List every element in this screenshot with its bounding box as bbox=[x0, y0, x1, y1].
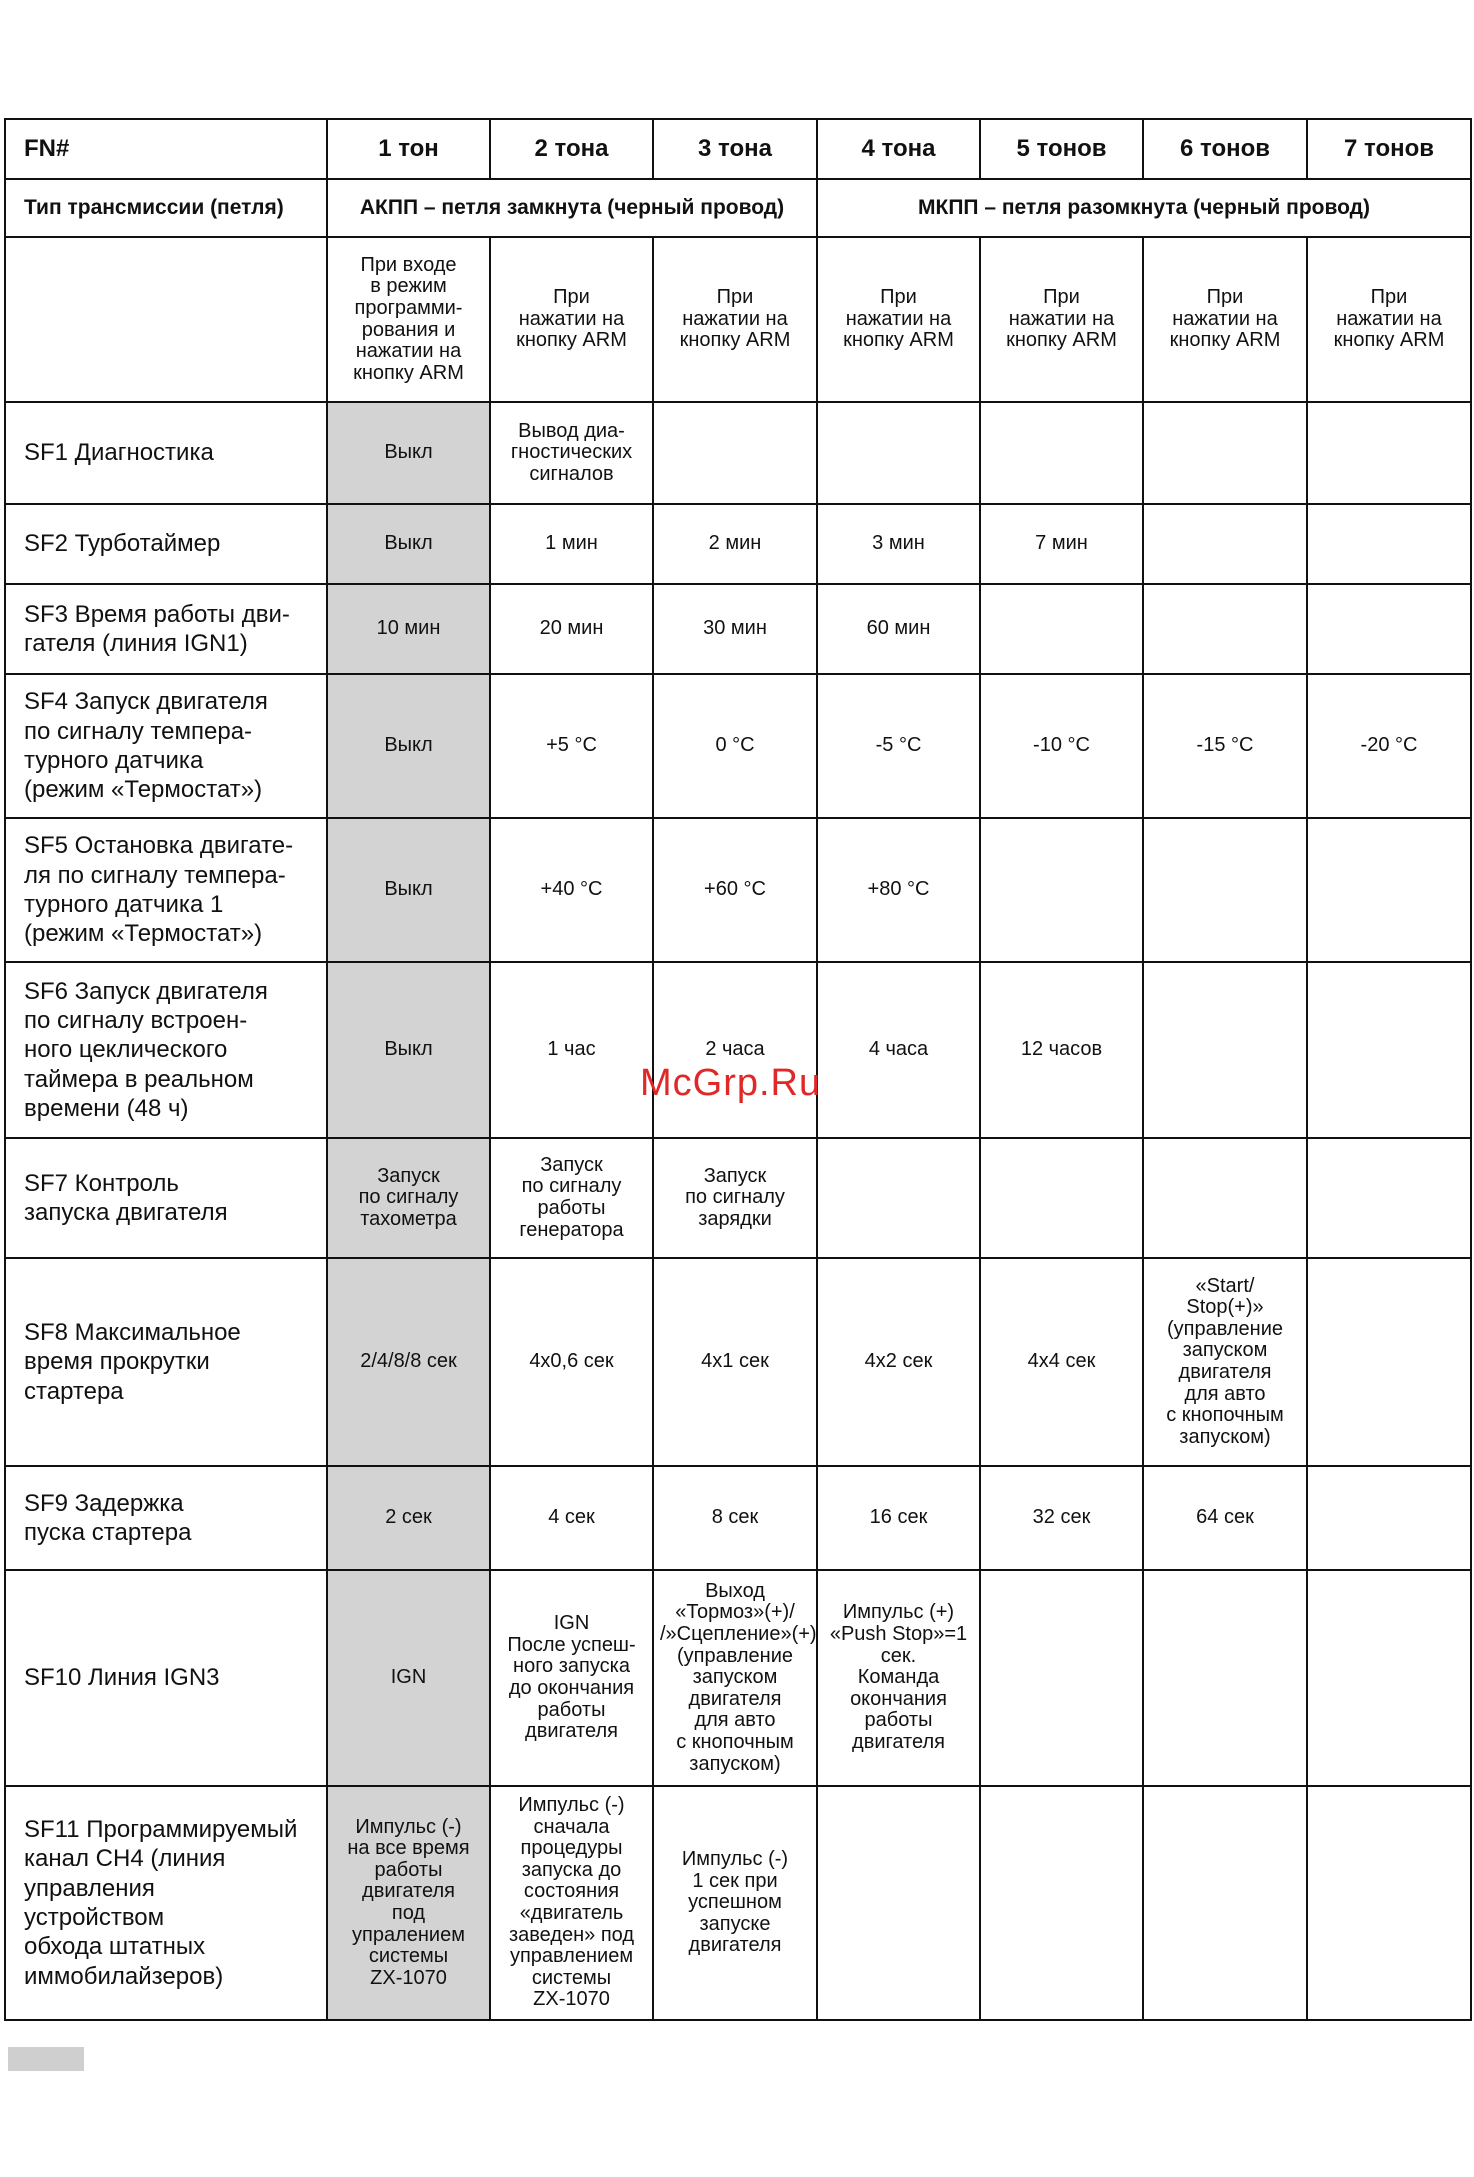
table-row bbox=[5, 504, 1471, 584]
tone-header: 2 тона bbox=[490, 119, 653, 179]
entry-cell: При нажатии на кнопку ARM bbox=[1307, 237, 1471, 402]
value-cell: Запуск по сигналу тахометра bbox=[327, 1138, 490, 1258]
function-name: SF2 Турботаймер bbox=[5, 504, 327, 584]
entry-cell: При нажатии на кнопку ARM bbox=[980, 237, 1143, 402]
entry-cell: При нажатии на кнопку ARM bbox=[490, 237, 653, 402]
function-name: SF1 Диагностика bbox=[5, 402, 327, 504]
function-name: SF5 Остановка двигате- ля по сигналу темпера- турного датчика 1 (режим «Термостат») bbox=[5, 818, 327, 962]
value-cell: 2/4/8/8 сек bbox=[327, 1258, 490, 1466]
value-cell: -20 °C bbox=[1307, 674, 1471, 818]
value-cell: -5 °C bbox=[817, 674, 980, 818]
value-cell: Вывод диа- гностических сигналов bbox=[490, 402, 653, 504]
entry-cell: При нажатии на кнопку ARM bbox=[817, 237, 980, 402]
value-cell: 4x1 сек bbox=[653, 1258, 817, 1466]
value-cell bbox=[817, 402, 980, 504]
value-cell: Выкл bbox=[327, 402, 490, 504]
value-cell: Выход «Тормоз»(+)/ /»Сцепление»(+) (управление запуском двигателя для авто с кнопочным запуском) bbox=[653, 1570, 817, 1786]
table-row bbox=[5, 1138, 1471, 1258]
value-cell: 4 сек bbox=[490, 1466, 653, 1570]
value-cell bbox=[1307, 1138, 1471, 1258]
value-cell bbox=[1307, 818, 1471, 962]
table-row bbox=[5, 1466, 1471, 1570]
value-cell: -15 °C bbox=[1143, 674, 1307, 818]
value-cell bbox=[1307, 1570, 1471, 1786]
value-cell bbox=[1307, 504, 1471, 584]
value-cell bbox=[980, 584, 1143, 674]
value-cell: +5 °C bbox=[490, 674, 653, 818]
akpp-cell: АКПП – петля замкнута (черный провод) bbox=[327, 179, 817, 237]
value-cell: 10 мин bbox=[327, 584, 490, 674]
value-cell bbox=[1143, 584, 1307, 674]
value-cell bbox=[1143, 1570, 1307, 1786]
entry-cell: При нажатии на кнопку ARM bbox=[1143, 237, 1307, 402]
value-cell bbox=[817, 1138, 980, 1258]
value-cell: 4x4 сек bbox=[980, 1258, 1143, 1466]
value-cell bbox=[1307, 402, 1471, 504]
value-cell: Запуск по сигналу зарядки bbox=[653, 1138, 817, 1258]
value-cell bbox=[1143, 504, 1307, 584]
function-name: SF8 Максимальное время прокрутки стартера bbox=[5, 1258, 327, 1466]
value-cell bbox=[1307, 962, 1471, 1138]
transmission-row bbox=[5, 179, 1471, 237]
value-cell: Выкл bbox=[327, 962, 490, 1138]
value-cell: 1 мин bbox=[490, 504, 653, 584]
value-cell bbox=[980, 1570, 1143, 1786]
value-cell: 20 мин bbox=[490, 584, 653, 674]
value-cell bbox=[1143, 402, 1307, 504]
fn-header: FN# bbox=[5, 119, 327, 179]
value-cell: -10 °C bbox=[980, 674, 1143, 818]
value-cell: 2 мин bbox=[653, 504, 817, 584]
function-name: SF10 Линия IGN3 bbox=[5, 1570, 327, 1786]
table-row bbox=[5, 402, 1471, 504]
table-row bbox=[5, 584, 1471, 674]
tone-header: 7 тонов bbox=[1307, 119, 1471, 179]
function-name: SF4 Запуск двигателя по сигналу темпера- турного датчика (режим «Термостат») bbox=[5, 674, 327, 818]
value-cell: 0 °C bbox=[653, 674, 817, 818]
table-row bbox=[5, 962, 1471, 1138]
value-cell: 4x2 сек bbox=[817, 1258, 980, 1466]
value-cell: IGN После успеш- ного запуска до окончания работы двигателя bbox=[490, 1570, 653, 1786]
value-cell: Импульс (-) на все время работы двигателя под упралением системы ZX-1070 bbox=[327, 1786, 490, 2020]
value-cell: IGN bbox=[327, 1570, 490, 1786]
value-cell: 32 сек bbox=[980, 1466, 1143, 1570]
entry-cell: При нажатии на кнопку ARM bbox=[653, 237, 817, 402]
function-name: SF11 Программируемый канал CH4 (линия управления устройством обхода штатных иммобилайзеров) bbox=[5, 1786, 327, 2020]
value-cell: 2 часа bbox=[653, 962, 817, 1138]
tone-header: 5 тонов bbox=[980, 119, 1143, 179]
value-cell: Выкл bbox=[327, 818, 490, 962]
value-cell: 16 сек bbox=[817, 1466, 980, 1570]
value-cell: 2 сек bbox=[327, 1466, 490, 1570]
value-cell bbox=[1143, 818, 1307, 962]
tone-header: 1 тон bbox=[327, 119, 490, 179]
value-cell: Импульс (+) «Push Stop»=1 сек. Команда окончания работы двигателя bbox=[817, 1570, 980, 1786]
value-cell bbox=[1307, 1258, 1471, 1466]
value-cell: 4 часа bbox=[817, 962, 980, 1138]
entry-cell: При входе в режим программи- рования и нажатии на кнопку ARM bbox=[327, 237, 490, 402]
entry-row bbox=[5, 237, 1471, 402]
value-cell: Импульс (-) сначала процедуры запуска до состояния «двигатель заведен» под управлением системы ZX-1070 bbox=[490, 1786, 653, 2020]
value-cell: 8 сек bbox=[653, 1466, 817, 1570]
value-cell bbox=[980, 402, 1143, 504]
value-cell bbox=[1307, 584, 1471, 674]
value-cell: 4x0,6 сек bbox=[490, 1258, 653, 1466]
value-cell: 64 сек bbox=[1143, 1466, 1307, 1570]
value-cell bbox=[980, 818, 1143, 962]
value-cell: 7 мин bbox=[980, 504, 1143, 584]
value-cell bbox=[1307, 1466, 1471, 1570]
value-cell bbox=[1307, 1786, 1471, 2020]
value-cell: +80 °C bbox=[817, 818, 980, 962]
watermark: McGrp.Ru bbox=[640, 1062, 822, 1104]
value-cell: Импульс (-) 1 сек при успешном запуске двигателя bbox=[653, 1786, 817, 2020]
tone-header: 6 тонов bbox=[1143, 119, 1307, 179]
value-cell bbox=[980, 1786, 1143, 2020]
value-cell bbox=[1143, 1138, 1307, 1258]
value-cell: 12 часов bbox=[980, 962, 1143, 1138]
value-cell: 1 час bbox=[490, 962, 653, 1138]
table-row bbox=[5, 1258, 1471, 1466]
tone-header: 4 тона bbox=[817, 119, 980, 179]
value-cell bbox=[1143, 962, 1307, 1138]
function-name: SF6 Запуск двигателя по сигналу встроен- ного цеклического таймера в реальном времени (48 ч) bbox=[5, 962, 327, 1138]
value-cell bbox=[1143, 1786, 1307, 2020]
mkpp-cell: МКПП – петля разомкнута (черный провод) bbox=[817, 179, 1471, 237]
header-row bbox=[5, 119, 1471, 179]
value-cell bbox=[653, 402, 817, 504]
transmission-label: Тип трансмиссии (петля) bbox=[5, 179, 327, 237]
value-cell: 3 мин bbox=[817, 504, 980, 584]
function-name: SF9 Задержка пуска стартера bbox=[5, 1466, 327, 1570]
function-rows bbox=[5, 402, 1471, 2020]
table-row bbox=[5, 1570, 1471, 1786]
tone-header: 3 тона bbox=[653, 119, 817, 179]
value-cell: Выкл bbox=[327, 674, 490, 818]
value-cell: «Start/ Stop(+)» (управление запуском двигателя для авто с кнопочным запуском) bbox=[1143, 1258, 1307, 1466]
value-cell: Запуск по сигналу работы генератора bbox=[490, 1138, 653, 1258]
table-row bbox=[5, 674, 1471, 818]
value-cell: +40 °C bbox=[490, 818, 653, 962]
entry-label bbox=[5, 237, 327, 402]
value-cell bbox=[817, 1786, 980, 2020]
value-cell: +60 °C bbox=[653, 818, 817, 962]
value-cell: 60 мин bbox=[817, 584, 980, 674]
function-name: SF7 Контроль запуска двигателя bbox=[5, 1138, 327, 1258]
value-cell: Выкл bbox=[327, 504, 490, 584]
function-name: SF3 Время работы дви- гателя (линия IGN1) bbox=[5, 584, 327, 674]
table-row bbox=[5, 1786, 1471, 2020]
page-number-box bbox=[8, 2047, 84, 2071]
value-cell: 30 мин bbox=[653, 584, 817, 674]
value-cell bbox=[980, 1138, 1143, 1258]
table-row bbox=[5, 818, 1471, 962]
